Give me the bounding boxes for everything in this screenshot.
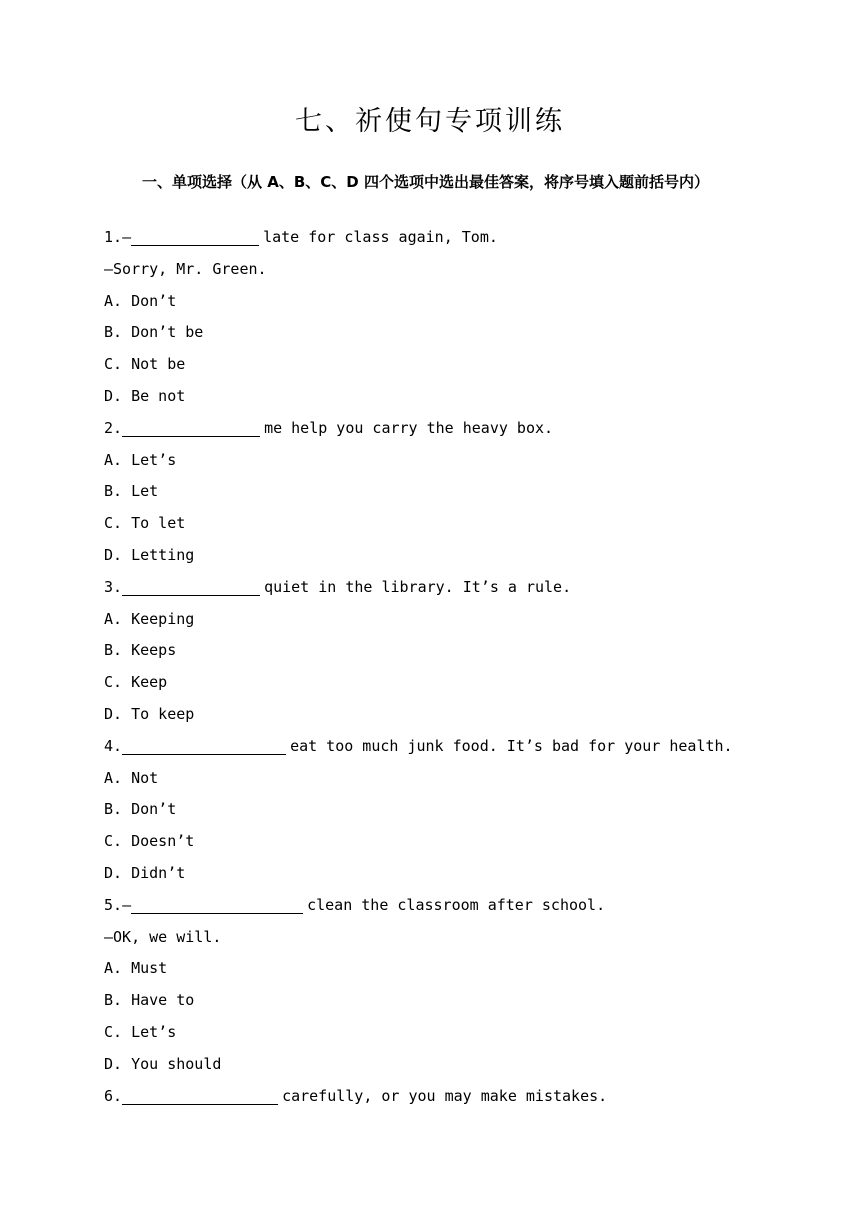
option: A. Let’s bbox=[104, 450, 177, 469]
option: C. To let bbox=[104, 514, 186, 533]
question-stem bbox=[104, 413, 784, 445]
option: D. Didn’t bbox=[104, 863, 186, 882]
question-number: 1. bbox=[104, 228, 123, 246]
question-text: me help you carry the heavy box. bbox=[264, 418, 554, 437]
question-text: eat too much junk food. It’s bad for your health. bbox=[290, 736, 733, 755]
answer-blank[interactable] bbox=[122, 736, 286, 755]
question-text: late for class again, Tom. bbox=[263, 228, 498, 246]
answer-blank[interactable] bbox=[122, 418, 260, 437]
question-stem bbox=[104, 222, 784, 254]
option: B. Don’t be bbox=[104, 323, 204, 342]
option: C. Let’s bbox=[104, 1022, 177, 1041]
question-stem bbox=[104, 1081, 784, 1113]
page-title: 七、祈使句专项训练 bbox=[295, 106, 565, 137]
section-heading: 一、单项选择（从 A、B、C、D 四个选项中选出最佳答案，将序号填入题前括号内） bbox=[142, 173, 709, 191]
dialog-dash: — bbox=[122, 895, 132, 914]
answer-blank[interactable] bbox=[131, 227, 259, 246]
question-text: clean the classroom after school. bbox=[307, 895, 606, 914]
question-number: 5. bbox=[104, 895, 123, 914]
question-stem bbox=[104, 890, 784, 922]
option: A. Not bbox=[104, 768, 159, 787]
option: B. Let bbox=[104, 482, 159, 501]
answer-blank[interactable] bbox=[122, 577, 260, 596]
question-number: 2. bbox=[104, 418, 123, 437]
question-reply: —OK, we will. bbox=[104, 927, 222, 946]
question-text: quiet in the library. It’s a rule. bbox=[264, 577, 572, 596]
option: D. To keep bbox=[104, 704, 195, 723]
option: C. Doesn’t bbox=[104, 832, 195, 851]
option: D. Letting bbox=[104, 545, 195, 564]
question-stem bbox=[104, 572, 784, 604]
option: A. Keeping bbox=[104, 609, 195, 628]
option: C. Keep bbox=[104, 673, 168, 692]
option: A. Must bbox=[104, 959, 168, 978]
question-number: 6. bbox=[104, 1086, 123, 1105]
question-reply: —Sorry, Mr. Green. bbox=[104, 259, 267, 278]
option: B. Have to bbox=[104, 991, 195, 1010]
question-list bbox=[104, 222, 784, 1112]
dialog-dash: — bbox=[122, 228, 132, 246]
option: A. Don’t bbox=[104, 291, 177, 310]
answer-blank[interactable] bbox=[122, 1086, 278, 1105]
question-text: carefully, or you may make mistakes. bbox=[282, 1086, 608, 1105]
option: C. Not be bbox=[104, 355, 186, 374]
question-stem bbox=[104, 731, 784, 763]
question-number: 3. bbox=[104, 577, 123, 596]
option: D. You should bbox=[104, 1054, 222, 1073]
option: D. Be not bbox=[104, 386, 186, 405]
option: B. Keeps bbox=[104, 641, 177, 660]
answer-blank[interactable] bbox=[131, 895, 303, 914]
option: B. Don’t bbox=[104, 800, 177, 819]
question-number: 4. bbox=[104, 736, 123, 755]
